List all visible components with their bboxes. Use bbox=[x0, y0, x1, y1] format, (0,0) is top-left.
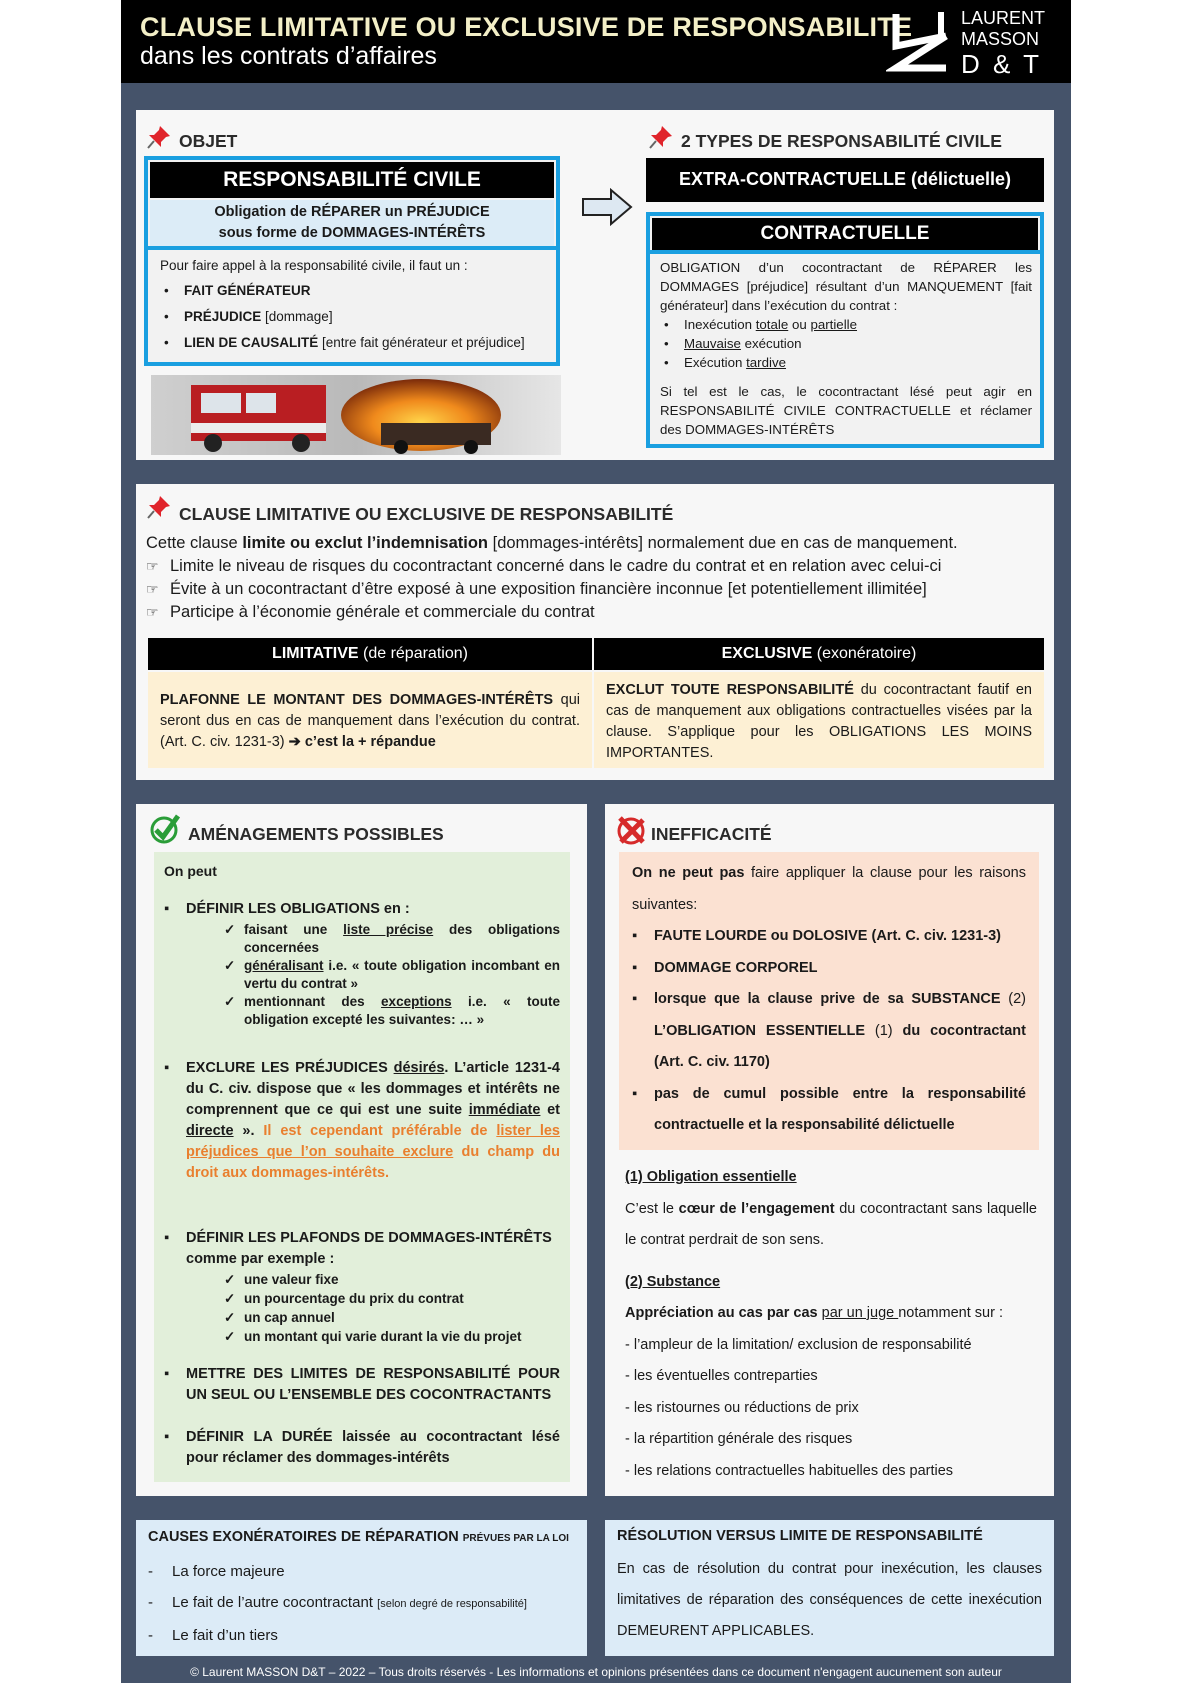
inefficacite-title: INEFFICACITÉ bbox=[651, 824, 772, 844]
pushpin-icon bbox=[146, 494, 172, 520]
responsabilite-civile-box bbox=[144, 156, 560, 366]
list-item: - les éventuelles contreparties bbox=[625, 1368, 818, 1384]
list-item: - les ristournes ou réductions de prix bbox=[625, 1399, 859, 1416]
arrow-right-icon bbox=[581, 188, 633, 226]
objet-conditions bbox=[160, 256, 550, 352]
amenagements-title: AMÉNAGEMENTS POSSIBLES bbox=[188, 824, 444, 844]
contractuelle-box bbox=[646, 212, 1044, 448]
list-item: - la répartition générale des risques bbox=[625, 1431, 853, 1447]
causes-title: CAUSES EXONÉRATOIRES DE RÉPARATION PRÉVUES PAR LA LOI bbox=[148, 1529, 569, 1545]
pushpin-icon bbox=[648, 124, 674, 150]
list-item: ▪ lorsque que la clause prive de sa SUBSTANCE (2) L’OBLIGATION ESSENTIELLE (1) du cocontractant (Art. C. civ. 1170) bbox=[632, 991, 1026, 1070]
clause-text bbox=[146, 532, 1046, 624]
pushpin-icon bbox=[146, 124, 172, 150]
logo-text bbox=[961, 8, 1045, 78]
list-item: - Le fait de l’autre cocontractant [selon degré de responsabilité] bbox=[148, 1594, 527, 1611]
check-icon: ✓ bbox=[224, 1272, 236, 1287]
obligation-essentielle-text: C’est le cœur de l’engagement du cocontractant sans laquelle le contrat perdrait de son sens. bbox=[625, 1200, 1037, 1248]
amenagement-limites: ▪ METTRE DES LIMITES DE RESPONSABILITÉ POUR UN SEUL OU L’ENSEMBLE DES COCONTRACTANTS bbox=[164, 1366, 560, 1403]
resolution-text: En cas de résolution du contrat pour inexécution, les clauses limitatives de réparation des conséquences de cette inexécution DEMEURENT APPLICABLES. bbox=[617, 1561, 1042, 1639]
exclusive-header: EXCLUSIVE (exonératoire) bbox=[594, 638, 1044, 670]
list-item: • Inexécution totale ou partielle bbox=[660, 315, 1032, 334]
obligation-box bbox=[150, 200, 554, 246]
list-item: • Exécution tardive bbox=[660, 353, 1032, 372]
amenagement-definir-obligations: ▪ DÉFINIR LES OBLIGATIONS en : ✓ faisant une liste précise des obligations concernées ✓ généralisant i.e. « toute obligation incombant en vertu du contrat » ✓ mentionnant des exceptions i.e. « toute obligation excepté les suivantes: … » bbox=[164, 901, 561, 1027]
list-item: ☞ Participe à l’économie générale et commerciale du contrat bbox=[146, 601, 1046, 624]
panel-amenagements bbox=[136, 804, 587, 1496]
list-item: - les relations contractuelles habituelles des parties bbox=[625, 1462, 954, 1479]
check-icon: ✓ bbox=[224, 994, 236, 1009]
panel-objet bbox=[136, 110, 1054, 460]
checkmark-icon bbox=[150, 812, 180, 844]
obligation-essentielle-title: (1) Obligation essentielle bbox=[625, 1169, 797, 1185]
resolution-title: RÉSOLUTION VERSUS LIMITE DE RESPONSABILITÉ bbox=[617, 1528, 983, 1544]
contractuelle-text bbox=[660, 258, 1032, 439]
cross-icon bbox=[615, 814, 647, 846]
divider bbox=[148, 246, 556, 250]
obligation-line-1: Obligation de RÉPARER un PRÉJUDICE bbox=[214, 204, 490, 220]
resolution-box bbox=[605, 1520, 1054, 1656]
page-title: CLAUSE LIMITATIVE OU EXCLUSIVE DE RESPONSABILITE bbox=[140, 12, 913, 42]
list-item: ▪ DOMMAGE CORPOREL bbox=[632, 959, 818, 976]
check-icon: ✓ bbox=[224, 958, 236, 973]
check-icon: ✓ bbox=[224, 1310, 236, 1325]
list-item: • LIEN DE CAUSALITÉ [entre fait générateur et préjudice] bbox=[160, 333, 550, 352]
amenagement-duree: ▪ DÉFINIR LA DURÉE laissée au cocontractant lésé pour réclamer des dommages-intérêts bbox=[164, 1429, 560, 1466]
list-item: • PRÉJUDICE [dommage] bbox=[160, 307, 550, 326]
check-icon: ✓ bbox=[224, 1291, 236, 1306]
causes-list bbox=[148, 1556, 527, 1651]
clause-intro: Cette clause limite ou exclut l’indemnisation [dommages-intérêts] normalement due en cas de manquement. bbox=[146, 534, 958, 552]
clause-title: CLAUSE LIMITATIVE OU EXCLUSIVE DE RESPONSABILITÉ bbox=[179, 504, 674, 524]
logo-line-3: D & T bbox=[961, 49, 1042, 79]
check-icon: ✓ bbox=[224, 922, 236, 937]
contractuelle-title: CONTRACTUELLE bbox=[652, 218, 1038, 250]
divider bbox=[650, 250, 1040, 254]
list-item: - l’ampleur de la limitation/ exclusion de responsabilité bbox=[625, 1336, 972, 1353]
list-item: • Mauvaise exécution bbox=[660, 334, 1032, 353]
panel-clause bbox=[136, 484, 1054, 780]
definitions bbox=[625, 1162, 1037, 1487]
limitative-header: LIMITATIVE (de réparation) bbox=[148, 638, 592, 670]
page-subtitle: dans les contrats d’affaires bbox=[140, 42, 437, 70]
substance-title: (2) Substance bbox=[625, 1273, 721, 1290]
hand-pointer-icon: ☞ bbox=[146, 581, 159, 597]
logo-line-1: LAURENT bbox=[961, 8, 1046, 28]
causes-exoneratoires bbox=[136, 1520, 587, 1656]
objet-intro: Pour faire appel à la responsabilité civile, il faut un : bbox=[160, 258, 468, 273]
list-item: - La force majeure bbox=[148, 1563, 285, 1580]
fire-truck-illustration bbox=[151, 375, 561, 455]
check-icon: ✓ bbox=[224, 1329, 236, 1344]
amenagement-exclure-prejudices: ▪ EXCLURE LES PRÉJUDICES désirés. L’article 1231-4 du C. civ. dispose que « les dommages et intérêts ne comprennent que ce qui est une suite immédiate et directe ». Il est cependant préférable de lister les préjudices que l’on souhaite exclure du champ du droit aux dommages-intérêts. bbox=[164, 1060, 561, 1181]
contractuelle-para-1: OBLIGATION d’un cocontractant de RÉPARER les DOMMAGES [préjudice] résultant d’un MANQUEMENT [fait générateur] dans l’exécution du contrat : bbox=[660, 260, 1032, 313]
hand-pointer-icon: ☞ bbox=[146, 604, 159, 620]
panel-inefficacite bbox=[605, 804, 1054, 1496]
hand-pointer-icon: ☞ bbox=[146, 558, 159, 574]
substance-intro: Appréciation au cas par cas par un juge notamment sur : bbox=[625, 1305, 1003, 1321]
inefficacite-intro: On ne peut pas faire appliquer la clause pour les raisons suivantes: bbox=[632, 865, 1026, 913]
list-item: ▪ pas de cumul possible entre la responsabilité contractuelle et la responsabilité délictuelle bbox=[632, 1085, 1026, 1133]
list-item: ☞ Évite à un cocontractant d’être exposé à une exposition financière inconnue [et potentiellement illimitée] bbox=[146, 578, 1046, 601]
obligation-line-2: sous forme de DOMMAGES-INTÉRÊTS bbox=[218, 225, 486, 241]
footer-copyright: © Laurent MASSON D&T – 2022 – Tous droits réservés - Les informations et opinions présentées dans ce document n'engagent aucunement son auteur bbox=[190, 1665, 1002, 1679]
inefficacite-box bbox=[619, 852, 1039, 1150]
list-item: - Le fait d’un tiers bbox=[148, 1627, 278, 1644]
logo-line-2: MASSON bbox=[961, 29, 1040, 49]
extra-contractuelle-bar: EXTRA-CONTRACTUELLE (délictuelle) bbox=[646, 158, 1044, 202]
limitative-cell: PLAFONNE LE MONTANT DES DOMMAGES-INTÉRÊTS qui seront dus en cas de manquement dans l’exécution du contrat. (Art. C. civ. 1231-3) ➔ c’est la + répandue bbox=[148, 672, 592, 768]
responsabilite-civile-title: RESPONSABILITÉ CIVILE bbox=[150, 162, 554, 198]
types-title: 2 TYPES DE RESPONSABILITÉ CIVILE bbox=[681, 131, 1002, 151]
exclusive-cell: EXCLUT TOUTE RESPONSABILITÉ du cocontractant fautif en cas de manquement aux obligations contractuelles visées par la clause. S’applique pour les OBLIGATIONS LES MOINS IMPORTANTES. bbox=[594, 672, 1044, 768]
list-item: ▪ FAUTE LOURDE ou DOLOSIVE (Art. C. civ. 1231-3) bbox=[632, 928, 1001, 944]
objet-title: OBJET bbox=[179, 131, 238, 151]
list-item: ☞ Limite le niveau de risques du cocontractant concerné dans le cadre du contrat et en relation avec celui-ci bbox=[146, 555, 1046, 578]
contractuelle-para-2: Si tel est le cas, le cocontractant lésé peut agir en RESPONSABILITÉ CIVILE CONTRACTUELLE et réclamer des DOMMAGES-INTÉRÊTS bbox=[660, 384, 1032, 437]
amenagement-plafonds: ▪ DÉFINIR LES PLAFONDS DE DOMMAGES-INTÉRÊTS comme par exemple : ✓ une valeur fixe ✓ un pourcentage du prix du contrat ✓ un cap annuel ✓ un montant qui varie durant la vie du projet bbox=[164, 1230, 552, 1344]
amenagements-box bbox=[154, 852, 570, 1482]
header bbox=[121, 0, 1071, 83]
page bbox=[121, 0, 1071, 1683]
on-peut-label: On peut bbox=[164, 863, 217, 879]
list-item: • FAIT GÉNÉRATEUR bbox=[160, 281, 550, 300]
